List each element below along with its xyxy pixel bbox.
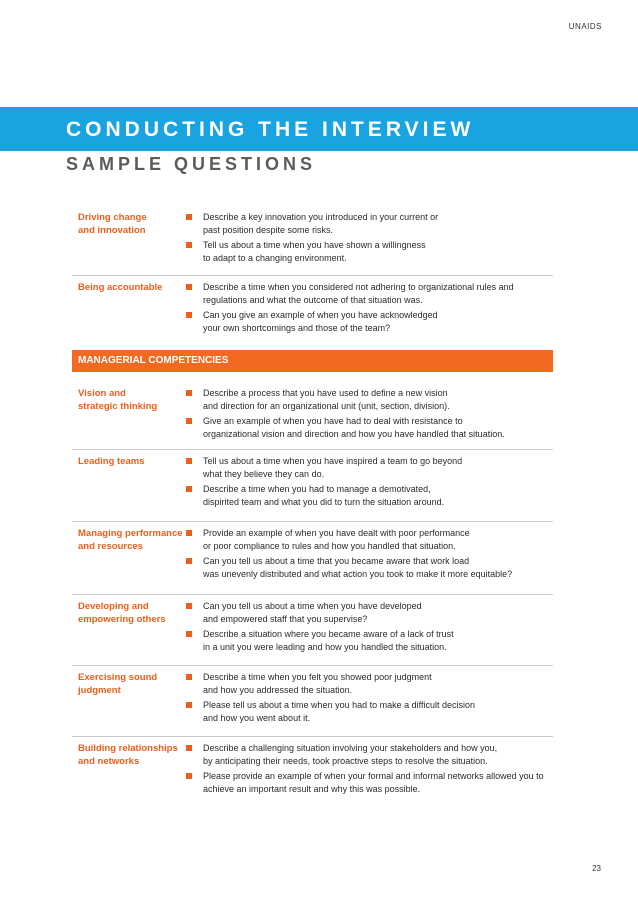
question-item [186, 555, 553, 580]
question-text: Describe a challenging situation involving your stakeholders and how you, by anticipating their needs, took proactive steps to resolve the situation. [203, 743, 498, 766]
question-text: Describe a time when you considered not adhering to organizational rules and regulations and what the outcome of that situation was. [203, 282, 514, 305]
table-row-being-accountable [72, 276, 553, 350]
question-text: Describe a time when you felt you showed poor judgment and how you addressed the situation. [203, 672, 432, 695]
question-item [186, 628, 553, 653]
page-title: CONDUCTING THE INTERVIEW [66, 118, 475, 141]
competency-label: Driving change and innovation [78, 212, 147, 236]
question-item [186, 281, 553, 306]
question-text: Please tell us about a time when you had to make a difficult decision and how you went about it. [203, 700, 475, 723]
section-header-managerial: MANAGERIAL COMPETENCIES [72, 350, 553, 372]
table-row-sound-judgment [72, 666, 553, 737]
competency-label: Managing performance and resources [78, 528, 183, 552]
section-spacer [72, 372, 553, 382]
question-text: Tell us about a time when you have shown a willingness to adapt to a changing environment. [203, 240, 426, 263]
question-item [186, 239, 553, 264]
square-bullet-icon [186, 312, 192, 318]
question-text: Describe a time when you had to manage a demotivated, dispirited team and what you did to turn the situation around. [203, 484, 445, 507]
question-text: Can you give an example of when you have acknowledged your own shortcomings and those of the team? [203, 310, 438, 333]
table-row-developing-others [72, 595, 553, 666]
question-item [186, 483, 553, 508]
table-row-leading-teams [72, 450, 553, 522]
header-org-name: UNAIDS [568, 22, 602, 31]
question-text: Describe a process that you have used to define a new vision and direction for an organizational unit (unit, section, division). [203, 388, 450, 411]
question-text: Provide an example of when you have dealt with poor performance or poor compliance to rules and how you handled that situation. [203, 528, 470, 551]
square-bullet-icon [186, 745, 192, 751]
square-bullet-icon [186, 242, 192, 248]
competency-label: Leading teams [78, 456, 145, 467]
table-row-building-relationships [72, 737, 553, 809]
questions-table [72, 206, 553, 809]
square-bullet-icon [186, 773, 192, 779]
square-bullet-icon [186, 603, 192, 609]
square-bullet-icon [186, 390, 192, 396]
competency-label: Vision and strategic thinking [78, 388, 158, 412]
square-bullet-icon [186, 284, 192, 290]
question-item [186, 387, 553, 412]
question-text: Can you tell us about a time when you have developed and empowered staff that you supervise? [203, 601, 422, 624]
competency-label: Building relationships and networks [78, 743, 178, 767]
square-bullet-icon [186, 418, 192, 424]
square-bullet-icon [186, 486, 192, 492]
question-item [186, 527, 553, 552]
question-item [186, 415, 553, 440]
question-item [186, 699, 553, 724]
square-bullet-icon [186, 558, 192, 564]
question-item [186, 671, 553, 696]
question-text: Can you tell us about a time that you became aware that work load was unevenly distributed and what action you took to make it more equitable? [203, 556, 513, 579]
question-text: Describe a situation where you became aware of a lack of trust in a unit you were leading and how you handled the situation. [203, 629, 454, 652]
question-text: Describe a key innovation you introduced in your current or past position despite some risks. [203, 212, 439, 235]
page-number: 23 [592, 864, 601, 873]
table-row-driving-change [72, 206, 553, 276]
competency-label: Being accountable [78, 282, 163, 293]
question-text: Please provide an example of when your formal and informal networks allowed you to achieve an important result and why this was possible. [203, 771, 544, 794]
question-text: Give an example of when you have had to deal with resistance to organizational vision and direction and how you have handled that situation. [203, 416, 505, 439]
competency-label: Developing and empowering others [78, 601, 166, 625]
question-item [186, 309, 553, 334]
square-bullet-icon [186, 631, 192, 637]
question-item [186, 455, 553, 480]
page-subtitle: SAMPLE QUESTIONS [66, 154, 317, 174]
square-bullet-icon [186, 674, 192, 680]
square-bullet-icon [186, 458, 192, 464]
question-item [186, 770, 553, 795]
square-bullet-icon [186, 530, 192, 536]
question-item [186, 742, 553, 767]
competency-label: Exercising sound judgment [78, 672, 158, 696]
table-row-vision [72, 382, 553, 450]
question-item [186, 211, 553, 236]
square-bullet-icon [186, 702, 192, 708]
question-text: Tell us about a time when you have inspired a team to go beyond what they believe they can do. [203, 456, 463, 479]
table-row-managing-performance [72, 522, 553, 595]
question-item [186, 600, 553, 625]
square-bullet-icon [186, 214, 192, 220]
